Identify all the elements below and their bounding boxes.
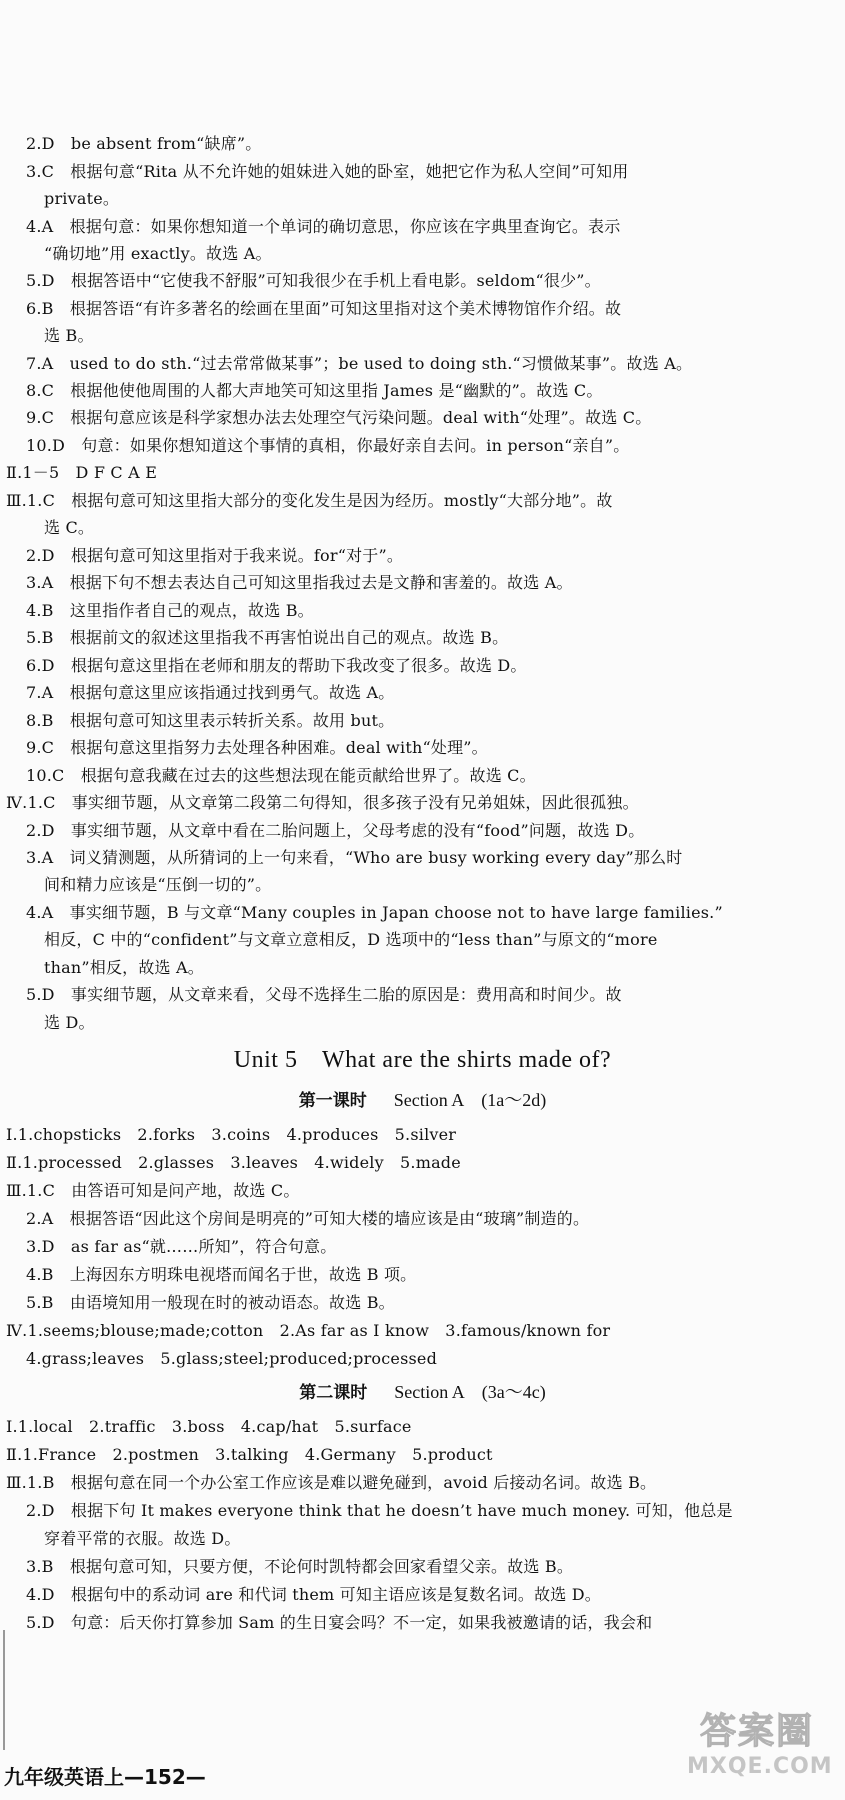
section-answer-line: Ⅰ.1.local 2.traffic 3.boss 4.cap/hat 5.surface <box>6 1417 412 1436</box>
answer-line: 7.A used to do sth.“过去常常做某事”；be used to doing sth.“习惯做某事”。故选 A。 <box>26 354 693 373</box>
lesson-name: 第一课时 <box>298 1091 367 1111</box>
answer-line: 选 B。 <box>44 326 94 345</box>
answer-line: 3.C 根据句意“Rita 从不允许她的姐妹进入她的卧室，她把它作为私人空间”可知用 <box>26 162 629 181</box>
answer-line: 3.A 根据下句不想去表达自己可知这里指我过去是文静和害羞的。故选 A。 <box>26 573 573 592</box>
answer-line: 8.B 根据句意可知这里表示转折关系。故用 but。 <box>26 711 395 730</box>
section-answer-line: Ⅳ.1.C 事实细节题，从文章第二段第二句得知，很多孩子没有兄弟姐妹，因此很孤独。 <box>6 793 639 812</box>
answer-line: 2.A 根据答语“因此这个房间是明亮的”可知大楼的墙应该是由“玻璃”制造的。 <box>26 1209 590 1228</box>
answer-line: 相反，C 中的“confident”与文章立意相反，D 选项中的“less than”与原文的“more <box>44 930 658 949</box>
section-answer-line: Ⅱ.1－5 D F C A E <box>6 463 158 482</box>
answer-line: 4.B 这里指作者自己的观点，故选 B。 <box>26 601 314 620</box>
answer-line: 选 C。 <box>44 518 95 537</box>
section-answer-line: Ⅳ.1.seems;blouse;made;cotton 2.As far as I know 3.famous/known for <box>6 1321 611 1340</box>
section-answer-line: Ⅰ.1.chopsticks 2.forks 3.coins 4.produces 5.silver <box>6 1125 457 1144</box>
watermark-logo: 答案圈 <box>699 1711 814 1752</box>
answer-line: 4.grass;leaves 5.glass;steel;produced;processed <box>26 1349 438 1368</box>
answer-line: 2.D 根据下句 It makes everyone think that he doesn’t have much money. 可知，他总是 <box>26 1501 733 1520</box>
answer-line: 2.D 事实细节题，从文章中看在二胎问题上，父母考虑的没有“food”问题，故选 D。 <box>26 821 645 840</box>
answer-line: 5.B 由语境知用一般现在时的被动语态。故选 B。 <box>26 1293 395 1312</box>
answer-line: 5.B 根据前文的叙述这里指我不再害怕说出自己的观点。故选 B。 <box>26 628 509 647</box>
answer-line: 2.D 根据句意可知这里指对于我来说。for“对于”。 <box>26 546 404 565</box>
section-answer-line: Ⅲ.1.C 根据句意可知这里指大部分的变化发生是因为经历。mostly“大部分地”。故 <box>6 491 613 510</box>
answer-line: 选 D。 <box>44 1013 95 1032</box>
lesson-title <box>0 1088 845 1113</box>
answer-line: 10.D 句意：如果你想知道这个事情的真相，你最好亲自去问。in person“亲自”。 <box>26 436 630 455</box>
answer-line: 4.B 上海因东方明珠电视塔而闻名于世，故选 B 项。 <box>26 1265 417 1284</box>
answer-line: 4.A 根据句意：如果你想知道一个单词的确切意思，你应该在字典里查询它。表示 <box>26 217 621 236</box>
answer-line: 9.C 根据句意这里指努力去处理各种困难。deal with“处理”。 <box>26 738 488 757</box>
answer-line: 10.C 根据句意我藏在过去的这些想法现在能贡献给世界了。故选 C。 <box>26 766 536 785</box>
lesson-title <box>0 1380 845 1405</box>
answer-line: 穿着平常的衣服。故选 D。 <box>44 1529 241 1548</box>
section-answer-line: Ⅲ.1.B 根据句意在同一个办公室工作应该是难以避免碰到，avoid 后接动名词。故选 B。 <box>6 1473 657 1492</box>
lesson-spacer <box>371 1090 389 1110</box>
answer-line: 7.A 根据句意这里应该指通过找到勇气。故选 A。 <box>26 683 395 702</box>
section-answer-line: Ⅲ.1.C 由答语可知是问产地，故选 C。 <box>6 1181 300 1200</box>
answer-line: 5.D 句意：后天你打算参加 Sam 的生日宴会吗？不一定，如果我被邀请的话，我会和 <box>26 1613 653 1632</box>
unit-title: Unit 5 What are the shirts made of? <box>233 1047 612 1073</box>
answer-line: 3.D as far as“就……所知”，符合句意。 <box>26 1237 337 1256</box>
answer-line: 6.B 根据答语“有许多著名的绘画在里面”可知这里指对这个美术博物馆作介绍。故 <box>26 299 622 318</box>
answer-line: 5.D 根据答语中“它使我不舒服”可知我很少在手机上看电影。seldom“很少”。 <box>26 271 601 290</box>
answer-line: than”相反，故选 A。 <box>44 958 204 977</box>
section-answer-line: Ⅱ.1.processed 2.glasses 3.leaves 4.widely 5.made <box>6 1153 461 1172</box>
answer-line: 间和精力应该是“压倒一切的”。 <box>44 875 272 894</box>
site-watermark <box>687 1710 833 1792</box>
answer-line: 4.D 根据句中的系动词 are 和代词 them 可知主语应该是复数名词。故选 D。 <box>26 1585 601 1604</box>
answer-line: 3.A 词义猜测题，从所猜词的上一句来看，“Who are busy working every day”那么时 <box>26 848 683 867</box>
lesson-section: Section A (3a～4c) <box>394 1382 546 1402</box>
margin-mark <box>3 1630 5 1750</box>
watermark-url: MXQE.COM <box>687 1754 833 1779</box>
lesson-name: 第二课时 <box>299 1383 368 1403</box>
answer-line: 9.C 根据句意应该是科学家想办法去处理空气污染问题。deal with“处理”。故选 C。 <box>26 408 652 427</box>
section-answer-line: Ⅱ.1.France 2.postmen 3.talking 4.Germany 5.product <box>6 1445 493 1464</box>
answer-line: 6.D 根据句意这里指在老师和朋友的帮助下我改变了很多。故选 D。 <box>26 656 527 675</box>
answer-line: 4.A 事实细节题，B 与文章“Many couples in Japan choose not to have large families.” <box>26 903 723 922</box>
page-footer: 九年级英语上—152— <box>4 1765 206 1789</box>
answer-line: private。 <box>44 189 120 208</box>
answer-line: 3.B 根据句意可知，只要方便，不论何时凯特都会回家看望父亲。故选 B。 <box>26 1557 574 1576</box>
answer-line: “确切地”用 exactly。故选 A。 <box>44 244 272 263</box>
answer-line: 5.D 事实细节题，从文章来看，父母不选择生二胎的原因是：费用高和时间少。故 <box>26 985 622 1004</box>
lesson-section: Section A (1a～2d) <box>393 1090 547 1110</box>
lesson-spacer <box>372 1382 390 1402</box>
answer-line: 2.D be absent from“缺席”。 <box>26 134 262 153</box>
answer-line: 8.C 根据他使他周围的人都大声地笑可知这里指 James 是“幽默的”。故选 C。 <box>26 381 603 400</box>
